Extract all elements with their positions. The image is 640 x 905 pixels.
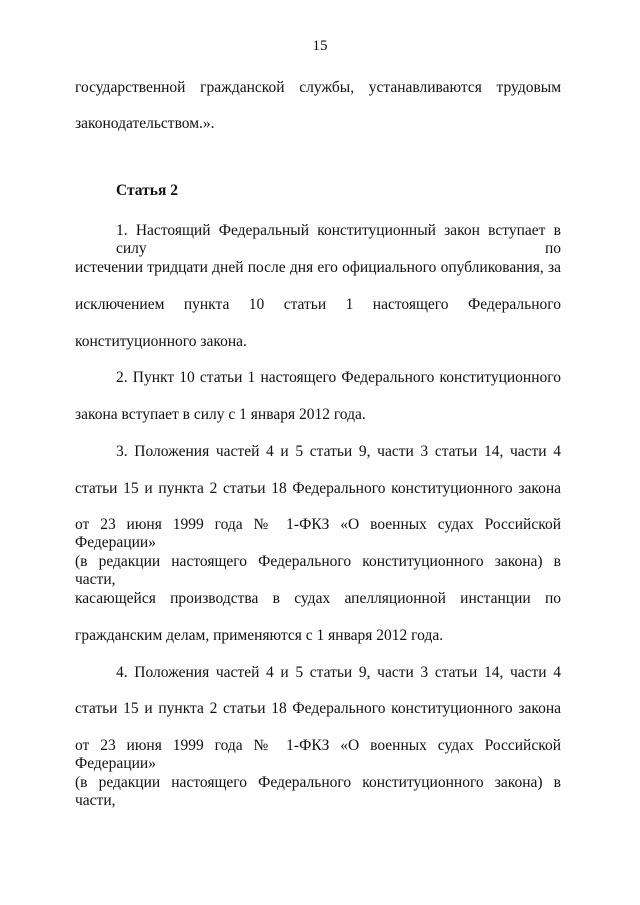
paragraph-1-line: 1. Настоящий Федеральный конституционный закон вступает в силу по bbox=[116, 222, 561, 257]
paragraph-4-line: от 23 июня 1999 года № 1-ФКЗ «О военных судах Российской Федерации» bbox=[75, 737, 561, 772]
paragraph-3-line: от 23 июня 1999 года № 1-ФКЗ «О военных судах Российской Федерации» bbox=[75, 516, 561, 551]
paragraph-2-line: 2. Пункт 10 статьи 1 настоящего Федерального конституционного bbox=[116, 369, 561, 386]
paragraph-4-line: 4. Положения частей 4 и 5 статьи 9, части 3 статьи 14, части 4 bbox=[116, 664, 561, 681]
paragraph-3-line: 3. Положения частей 4 и 5 статьи 9, части 3 статьи 14, части 4 bbox=[116, 443, 561, 460]
paragraph-1-line: истечении тридцати дней после дня его официального опубликования, за bbox=[75, 259, 561, 276]
intro-line: законодательством.». bbox=[75, 115, 215, 132]
paragraph-1-line: конституционного закона. bbox=[75, 333, 247, 350]
paragraph-4-line: (в редакции настоящего Федерального конституционного закона) в части, bbox=[75, 774, 561, 809]
paragraph-3-line: касающейся производства в судах апелляционной инстанции по bbox=[75, 590, 561, 607]
paragraph-3-line: (в редакции настоящего Федерального конституционного закона) в части, bbox=[75, 553, 561, 588]
paragraph-3-line: гражданским делам, применяются с 1 января 2012 года. bbox=[75, 627, 444, 644]
intro-line: государственной гражданской службы, устанавливаются трудовым bbox=[75, 79, 561, 96]
paragraph-1-line: исключением пункта 10 статьи 1 настоящего Федерального bbox=[75, 296, 561, 313]
paragraph-3-line: статьи 15 и пункта 2 статьи 18 Федерального конституционного закона bbox=[75, 480, 561, 497]
page-number: 15 bbox=[312, 38, 328, 54]
paragraph-4-line: статьи 15 и пункта 2 статьи 18 Федерального конституционного закона bbox=[75, 700, 561, 717]
article-heading: Статья 2 bbox=[116, 182, 178, 199]
paragraph-2-line: закона вступает в силу с 1 января 2012 года. bbox=[75, 406, 366, 423]
